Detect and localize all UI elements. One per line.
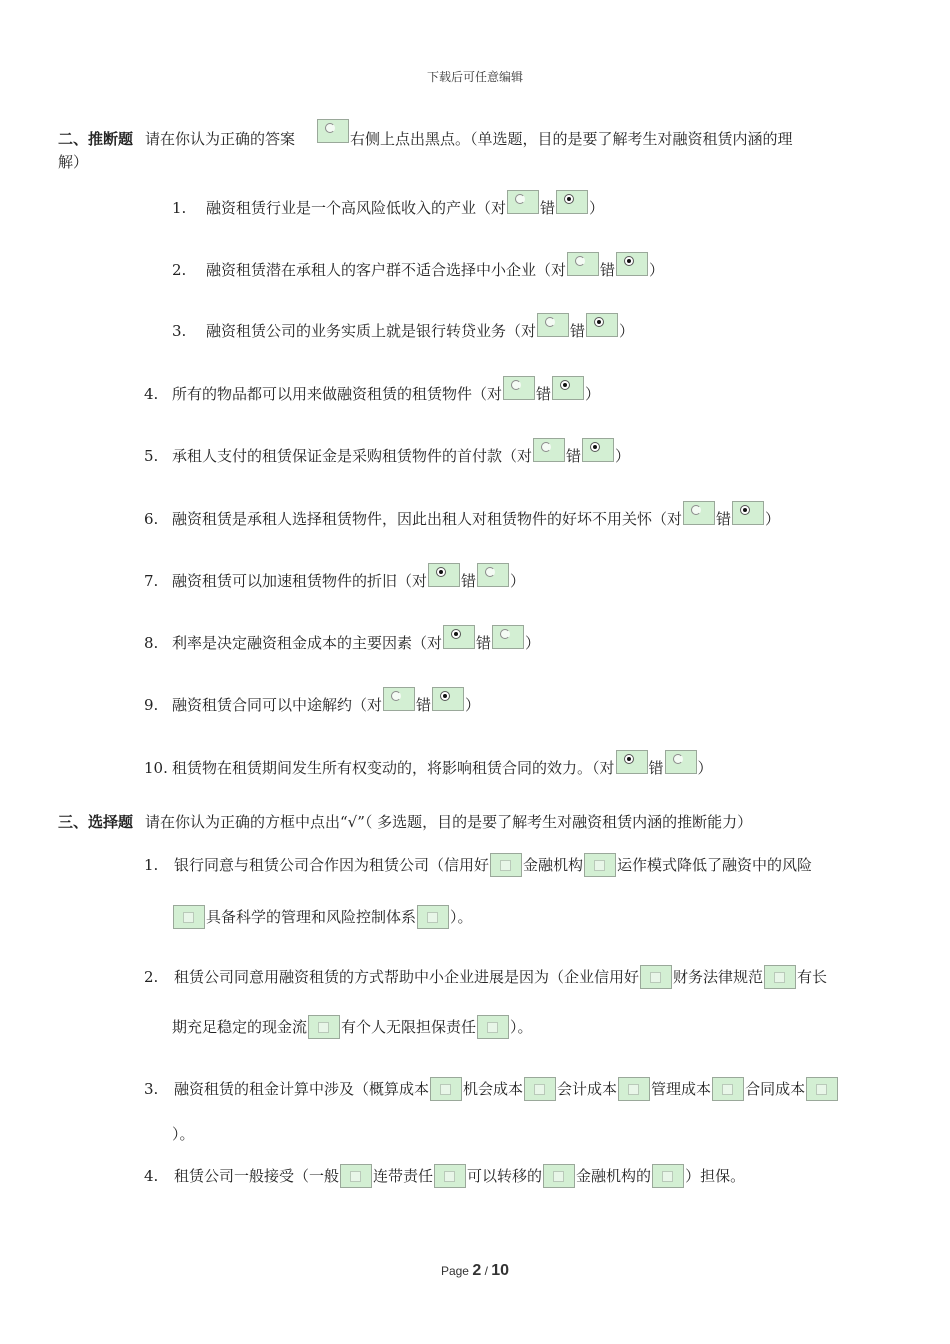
choice-question-3: [144, 1077, 839, 1101]
label-true: 对: [667, 510, 683, 528]
example-radio: [317, 119, 349, 143]
label-false: 错: [416, 696, 432, 714]
checkbox[interactable]: [340, 1164, 372, 1188]
section3-instruction: 请在你认为正确的方框中点出“√”（ 多选题，目的是要了解考生对融资租赁内涵的推断能力）: [145, 813, 753, 831]
q2-text-c: 有长: [797, 968, 828, 986]
q3-text-e: 合同成本: [745, 1080, 806, 1098]
tf-item-text: 租赁物在租赁期间发生所有权变动的，将影响租赁合同的效力。（: [172, 759, 600, 777]
tf-item-text: 融资租赁行业是一个高风险低收入的产业（: [206, 199, 492, 217]
choice-question-4: [144, 1164, 745, 1188]
radio-false[interactable]: [556, 190, 588, 214]
radio-true[interactable]: [507, 190, 539, 214]
q2-text-a: 租赁公司同意用融资租赁的方式帮助中小企业进展是因为（企业信用好: [174, 968, 640, 986]
tf-item: [144, 756, 713, 780]
q4-text-c: 可以转移的: [467, 1167, 543, 1185]
label-true: 对: [487, 385, 503, 403]
tf-item: [144, 693, 480, 717]
tf-close: ）: [615, 447, 631, 465]
tf-item-text: 所有的物品都可以用来做融资租赁的租赁物件（: [172, 385, 488, 403]
checkbox[interactable]: [173, 905, 205, 929]
section2-instruction-after: 右侧上点出黑点。（单选题，目的是要了解考生对融资租赁内涵的理: [350, 130, 793, 148]
checkbox[interactable]: [543, 1164, 575, 1188]
tf-item-text: 融资租赁可以加速租赁物件的折旧（: [172, 572, 413, 590]
label-true: 对: [551, 261, 567, 279]
choice-question-1: [144, 853, 812, 877]
tf-item: [172, 196, 604, 220]
q3-text-f: ）。: [172, 1125, 195, 1143]
checkbox[interactable]: [806, 1077, 838, 1101]
checkbox[interactable]: [430, 1077, 462, 1101]
label-false: 错: [570, 322, 586, 340]
checkbox[interactable]: [618, 1077, 650, 1101]
tf-item-number: 5.: [144, 447, 159, 465]
tf-close: ）: [697, 759, 713, 777]
radio-true[interactable]: [443, 625, 475, 649]
q3-text-c: 会计成本: [557, 1080, 618, 1098]
q1-text-a: 银行同意与租赁公司合作因为租赁公司（信用好: [174, 856, 490, 874]
checkbox[interactable]: [417, 905, 449, 929]
radio-false[interactable]: [582, 438, 614, 462]
q1-text-c: 运作模式降低了融资中的风险: [617, 856, 813, 874]
checkbox[interactable]: [764, 965, 796, 989]
radio-false[interactable]: [477, 563, 509, 587]
q4-text-e: ）担保。: [685, 1167, 746, 1185]
radio-true[interactable]: [383, 687, 415, 711]
q3-text-b: 机会成本: [463, 1080, 524, 1098]
tf-item-number: 4.: [144, 385, 159, 403]
radio-false[interactable]: [732, 501, 764, 525]
tf-item: [144, 444, 630, 468]
checkbox[interactable]: [524, 1077, 556, 1101]
header-note: 下载后可任意编辑: [426, 70, 523, 84]
tf-close: ）: [465, 696, 481, 714]
tf-item-text: 融资租赁是承租人选择租赁物件，因此出租人对租赁物件的好坏不用关怀（: [172, 510, 668, 528]
tf-item-text: 融资租赁合同可以中途解约（: [172, 696, 368, 714]
q4-text-d: 金融机构的: [576, 1167, 652, 1185]
tf-close: ）: [619, 322, 635, 340]
radio-true[interactable]: [537, 313, 569, 337]
choice-question-1-cont: [172, 905, 473, 929]
label-false: 错: [536, 385, 552, 403]
checkbox[interactable]: [640, 965, 672, 989]
tf-item-number: 3.: [172, 322, 187, 340]
label-true: 对: [599, 759, 615, 777]
tf-item-text: 承租人支付的租赁保证金是采购租赁物件的首付款（: [172, 447, 518, 465]
checkbox[interactable]: [477, 1015, 509, 1039]
tf-item-number: 7.: [144, 572, 159, 590]
tf-item-number: 8.: [144, 634, 159, 652]
section2-title: 二、推断题: [58, 130, 134, 148]
radio-true[interactable]: [616, 750, 648, 774]
tf-item-number: 2.: [172, 261, 187, 279]
q2-text-b: 财务法律规范: [673, 968, 764, 986]
q2-number: 2.: [144, 968, 159, 986]
label-true: 对: [427, 634, 443, 652]
label-false: 错: [540, 199, 556, 217]
choice-question-2: [144, 965, 827, 989]
choice-question-2-cont: [172, 1015, 533, 1039]
footer-separator: /: [484, 1264, 488, 1278]
q1-text-d: 具备科学的管理和风险控制体系: [206, 908, 417, 926]
tf-item-number: 1.: [172, 199, 187, 217]
label-false: 错: [600, 261, 616, 279]
tf-item-text: 利率是决定融资租金成本的主要因素（: [172, 634, 428, 652]
radio-true[interactable]: [533, 438, 565, 462]
footer-total-pages: 10: [491, 1262, 510, 1279]
label-false: 错: [716, 510, 732, 528]
tf-item-number: 10.: [144, 759, 168, 777]
q1-text-b: 金融机构: [523, 856, 584, 874]
tf-item: [172, 258, 664, 282]
radio-false[interactable]: [552, 376, 584, 400]
label-false: 错: [648, 759, 664, 777]
q2-text-d: 期充足稳定的现金流: [172, 1018, 308, 1036]
checkbox[interactable]: [652, 1164, 684, 1188]
q3-text-a: 融资租赁的租金计算中涉及（概算成本: [174, 1080, 430, 1098]
label-true: 对: [491, 199, 507, 217]
section2-instruction: [58, 127, 793, 151]
checkbox[interactable]: [490, 853, 522, 877]
label-false: 错: [461, 572, 477, 590]
footer-page-word: Page: [440, 1264, 469, 1278]
label-false: 错: [476, 634, 492, 652]
tf-item: [144, 507, 780, 531]
tf-close: ）: [589, 199, 605, 217]
checkbox[interactable]: [712, 1077, 744, 1101]
radio-true[interactable]: [503, 376, 535, 400]
tf-item: [144, 569, 525, 593]
section3-title: 三、选择题: [58, 813, 134, 831]
tf-item: [172, 319, 634, 343]
radio-true[interactable]: [683, 501, 715, 525]
label-true: 对: [412, 572, 428, 590]
label-true: 对: [521, 322, 537, 340]
tf-item-number: 9.: [144, 696, 159, 714]
tf-item-number: 6.: [144, 510, 159, 528]
tf-close: ）: [649, 261, 665, 279]
q2-text-f: ）。: [510, 1018, 533, 1036]
label-true: 对: [367, 696, 383, 714]
tf-item: [144, 631, 540, 655]
label-false: 错: [566, 447, 582, 465]
q1-number: 1.: [144, 856, 159, 874]
tf-close: ）: [510, 572, 526, 590]
checkbox[interactable]: [434, 1164, 466, 1188]
tf-close: ）: [585, 385, 601, 403]
q4-text-b: 连带责任: [373, 1167, 434, 1185]
q2-text-e: 有个人无限担保责任: [341, 1018, 477, 1036]
q3-text-d: 管理成本: [651, 1080, 712, 1098]
q1-text-e: ）。: [450, 908, 473, 926]
page-footer: [0, 1262, 950, 1280]
tf-close: ）: [525, 634, 541, 652]
radio-true[interactable]: [567, 252, 599, 276]
section2-instruction-before: 请在你认为正确的答案: [145, 130, 296, 148]
tf-item-text: 融资租赁潜在承租人的客户群不适合选择中小企业（: [206, 261, 552, 279]
q3-number: 3.: [144, 1080, 159, 1098]
radio-false[interactable]: [586, 313, 618, 337]
label-true: 对: [517, 447, 533, 465]
tf-item-text: 融资租赁公司的业务实质上就是银行转贷业务（: [206, 322, 522, 340]
radio-false[interactable]: [432, 687, 464, 711]
radio-false[interactable]: [665, 750, 697, 774]
checkbox[interactable]: [584, 853, 616, 877]
q4-number: 4.: [144, 1167, 159, 1185]
checkbox[interactable]: [308, 1015, 340, 1039]
section3-heading: [58, 812, 752, 832]
radio-false[interactable]: [492, 625, 524, 649]
tf-close: ）: [765, 510, 781, 528]
footer-current-page: 2: [472, 1262, 482, 1279]
radio-false[interactable]: [616, 252, 648, 276]
q4-text-a: 租赁公司一般接受（一般: [174, 1167, 340, 1185]
tf-item: [144, 382, 600, 406]
section2-instruction-wrap: 解）: [58, 153, 89, 171]
radio-true[interactable]: [428, 563, 460, 587]
